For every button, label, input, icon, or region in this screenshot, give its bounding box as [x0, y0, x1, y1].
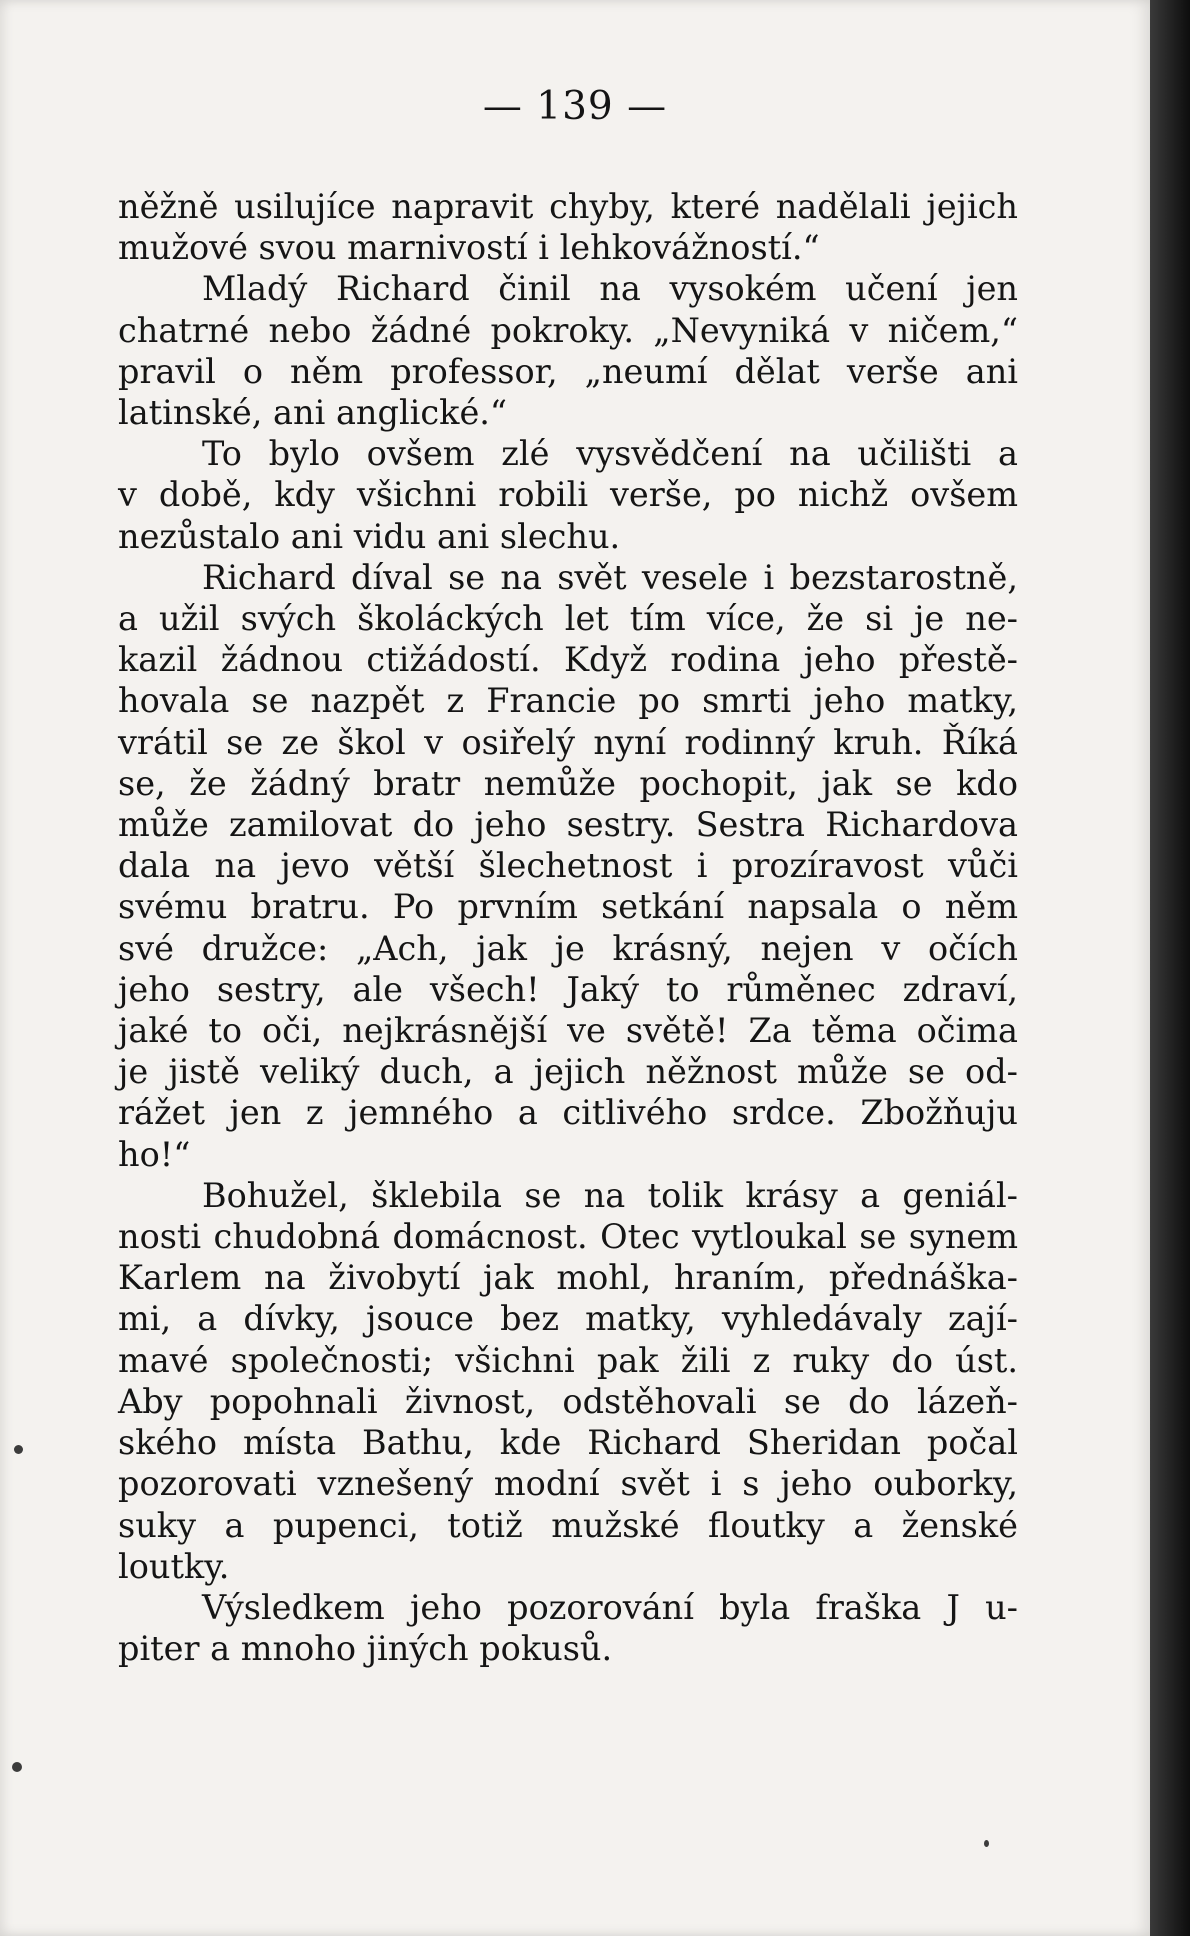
text-line: svému bratru. Po prvním setkání napsala o něm: [118, 887, 1018, 927]
text-line: loutky.: [118, 1546, 230, 1586]
text-line: dala na jevo větší šlechetnost i prozíravost vůči: [118, 846, 1018, 886]
scan-speck: [984, 1840, 989, 1847]
text-line: vrátil se ze škol v osiřelý nyní rodinný kruh. Říká: [118, 722, 1018, 762]
text-line: mi, a dívky, jsouce bez matky, vyhledávaly zají-: [118, 1299, 1018, 1339]
page-number: — 139 —: [482, 84, 668, 129]
text-line: své družce: „Ach, jak je krásný, nejen v očích: [118, 928, 1018, 968]
text-line: hovala se nazpět z Francie po smrti jeho matky,: [118, 681, 1018, 721]
text-line: Výsledkem jeho pozorování byla fraška J u-: [202, 1587, 1018, 1627]
text-line: pravil o něm professor, „neumí dělat verše ani: [118, 351, 1018, 391]
text-line: mužové svou marnivostí i lehkovážností.“: [118, 228, 820, 268]
text-line: nosti chudobná domácnost. Otec vytloukal se synem: [118, 1217, 1018, 1257]
text-line: nezůstalo ani vidu ani slechu.: [118, 516, 621, 556]
text-line: Bohužel, šklebila se na tolik krásy a geniál-: [202, 1175, 1018, 1215]
scan-speck: [14, 1445, 23, 1454]
text-line: latinské, ani anglické.“: [118, 393, 508, 433]
text-line: Aby popohnali živnost, odstěhovali se do lázeň-: [118, 1381, 1018, 1421]
text-line: jeho sestry, ale všech! Jaký to růměnec zdraví,: [118, 969, 1018, 1009]
text-line: Karlem na živobytí jak mohl, hraním, přednáška-: [118, 1258, 1018, 1298]
text-line: se, že žádný bratr nemůže pochopit, jak se kdo: [118, 763, 1018, 803]
text-line: ho!“: [118, 1134, 191, 1174]
scan-speck: [12, 1762, 22, 1772]
text-line: může zamilovat do jeho sestry. Sestra Richardova: [118, 805, 1018, 845]
text-line: Mladý Richard činil na vysokém učení jen: [202, 269, 1018, 309]
text-line: piter a mnoho jiných pokusů.: [118, 1629, 613, 1669]
text-line: mavé společnosti; všichni pak žili z ruky do úst.: [118, 1340, 1018, 1380]
text-line: Richard díval se na svět vesele i bezstarostně,: [202, 557, 1018, 597]
text-line: To bylo ovšem zlé vysvědčení na učilišti a: [202, 434, 1018, 474]
body-text: [118, 186, 1018, 1669]
text-line: pozorovati vznešený modní svět i s jeho ouborky,: [118, 1464, 1018, 1504]
text-line: suky a pupenci, totiž mužské floutky a ženské: [118, 1505, 1018, 1545]
text-line: a užil svých školáckých let tím více, že si je ne-: [118, 599, 1018, 639]
text-line: něžně usilujíce napravit chyby, které nadělali jejich: [118, 187, 1018, 226]
text-line: chatrné nebo žádné pokroky. „Nevyniká v ničem,“: [118, 310, 1018, 350]
text-line: ského místa Bathu, kde Richard Sheridan počal: [118, 1423, 1018, 1463]
text-line: v době, kdy všichni robili verše, po nichž ovšem: [118, 475, 1018, 515]
text-line: jaké to oči, nejkrásnější ve světě! Za těma očima: [118, 1011, 1018, 1051]
page-edge: [1150, 0, 1190, 1936]
text-line: rážet jen z jemného a citlivého srdce. Zbožňuju: [118, 1093, 1018, 1133]
text-line: je jistě veliký duch, a jejich něžnost může se od-: [118, 1052, 1018, 1092]
text-line: kazil žádnou ctižádostí. Když rodina jeho přestě-: [118, 640, 1018, 680]
